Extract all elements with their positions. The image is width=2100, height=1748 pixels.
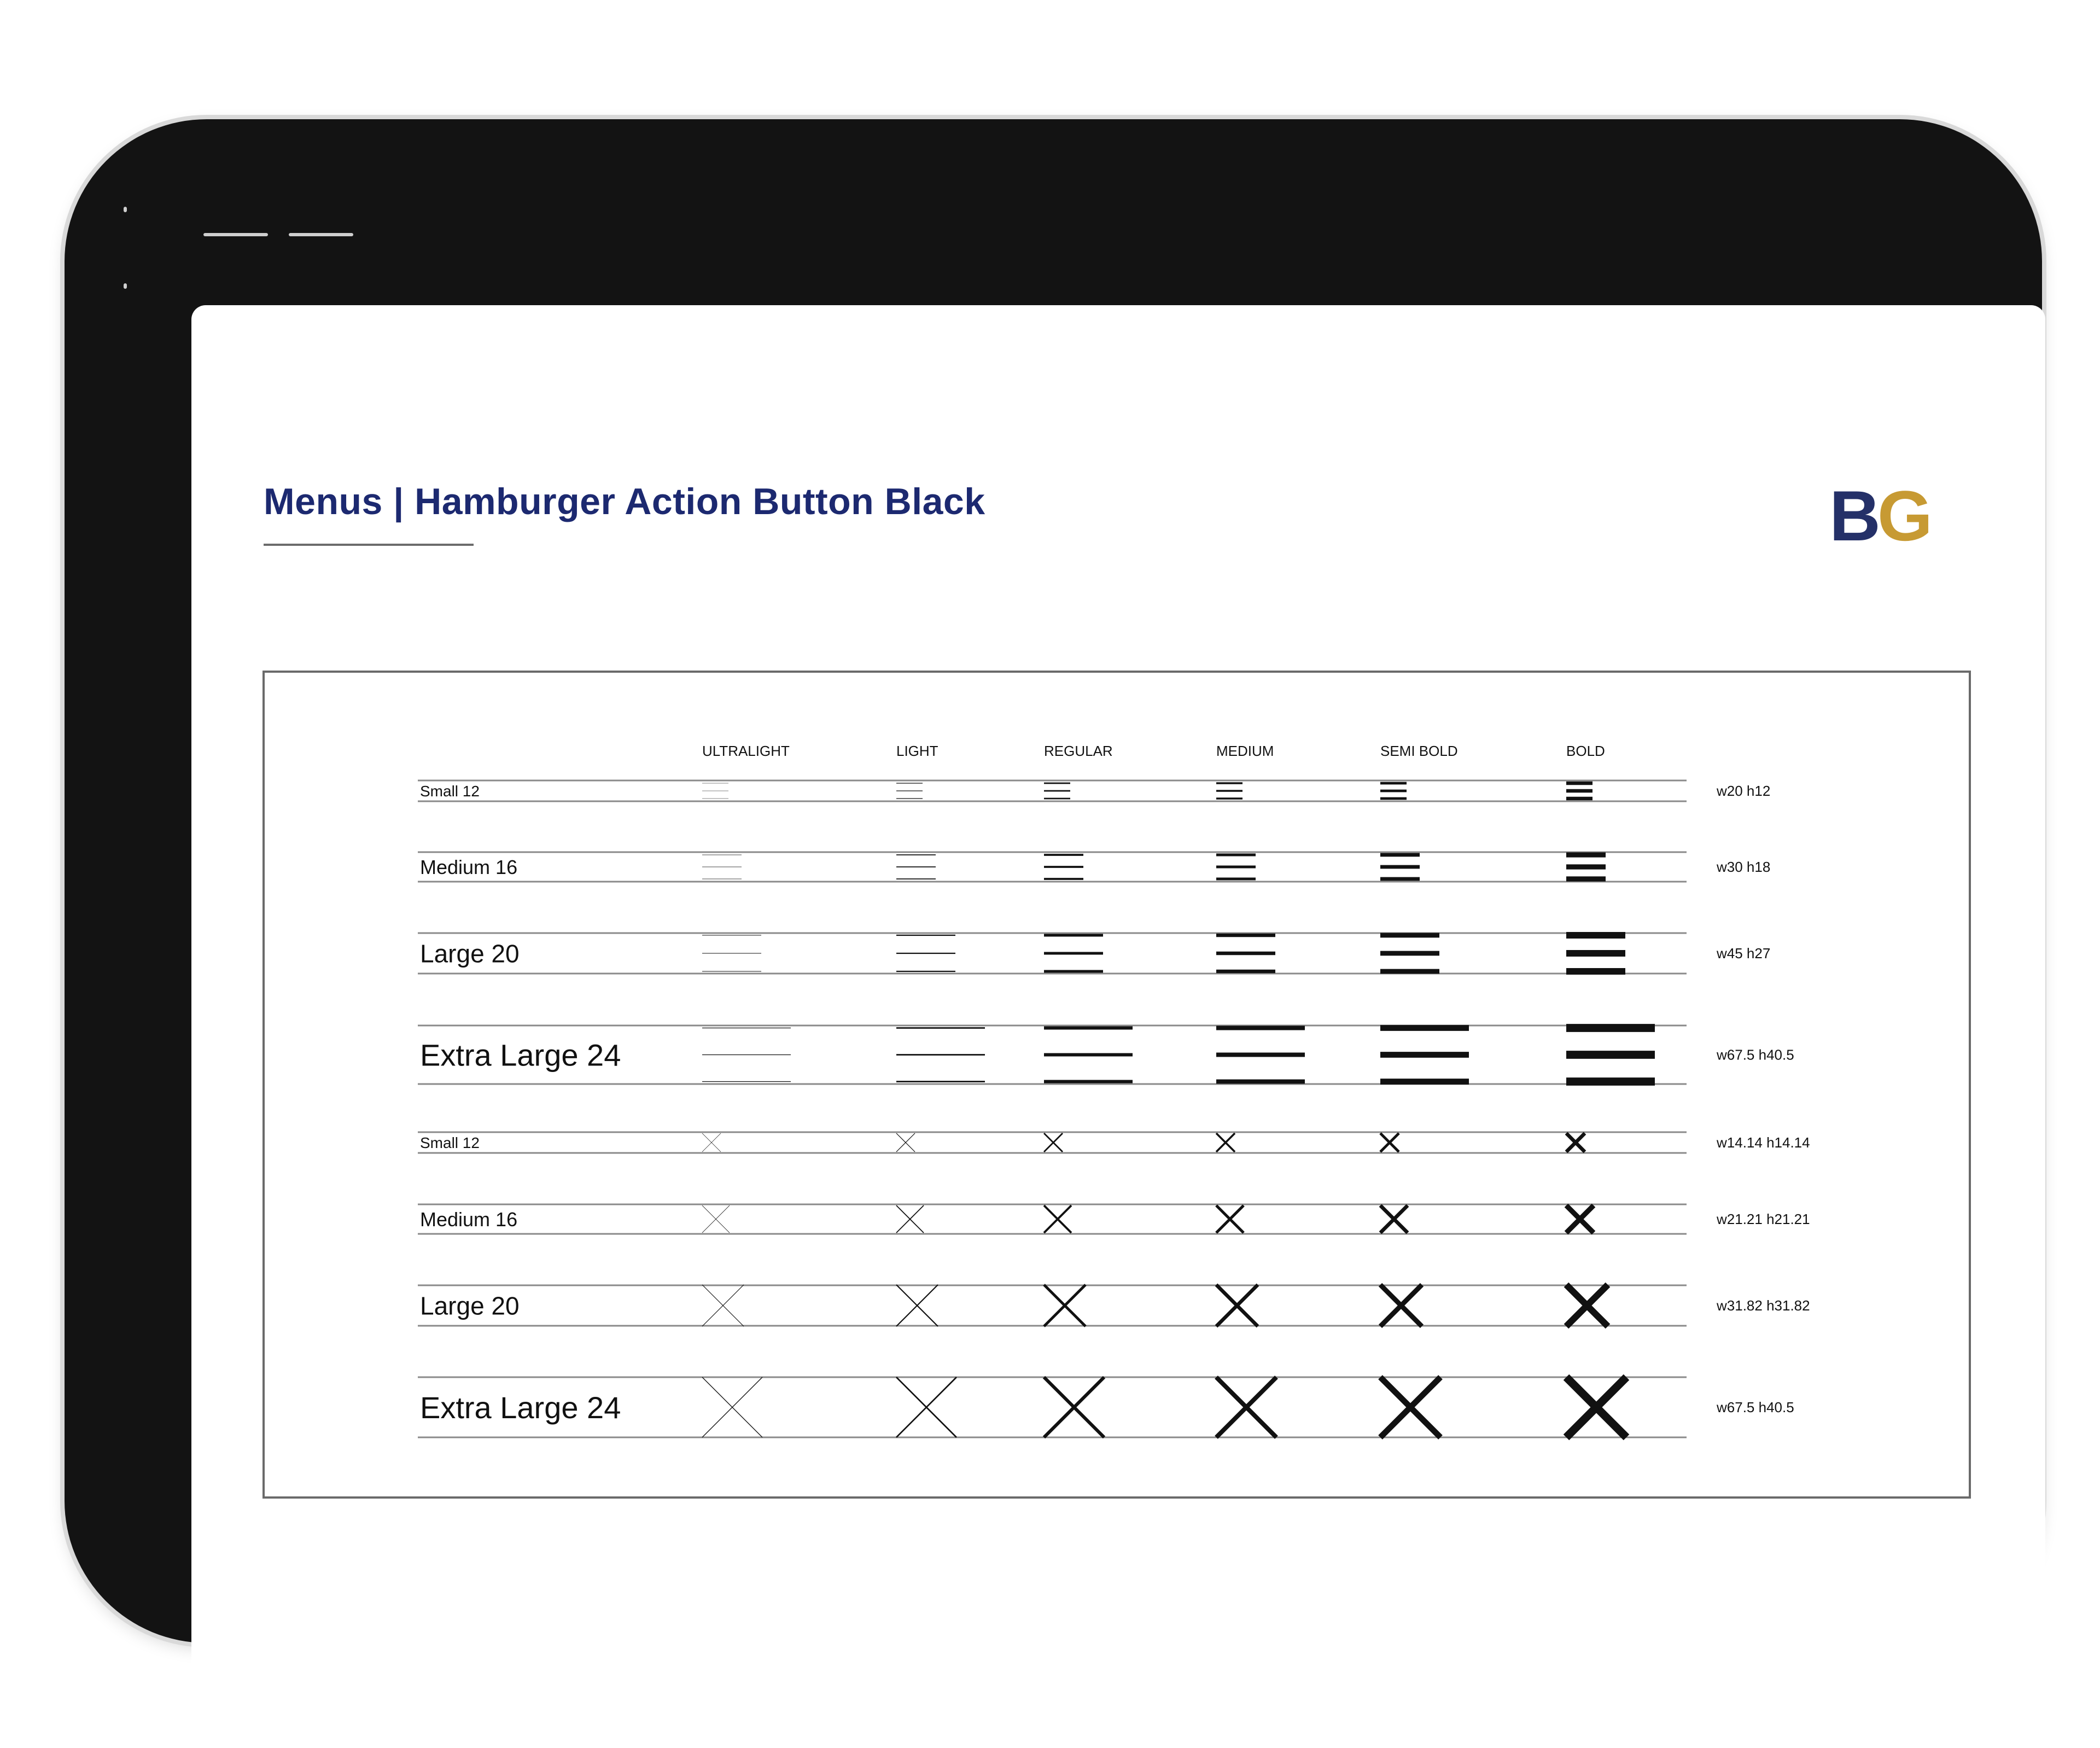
volume-button xyxy=(203,233,268,236)
dimension-label: w67.5 h40.5 xyxy=(1717,1046,1794,1063)
dimension-label: w20 h12 xyxy=(1717,783,1771,799)
weight-header-regular: REGULAR xyxy=(1044,743,1113,759)
dimension-label: w67.5 h40.5 xyxy=(1717,1399,1794,1415)
brand-logo xyxy=(1829,475,1929,557)
row-label: Large 20 xyxy=(420,1291,520,1320)
row-label: Small 12 xyxy=(420,783,480,800)
row-label: Large 20 xyxy=(420,939,520,968)
side-button xyxy=(124,283,127,289)
weight-header-ultralight: ULTRALIGHT xyxy=(702,743,790,759)
row-label: Medium 16 xyxy=(420,1208,518,1231)
row-label: Small 12 xyxy=(420,1134,480,1152)
tablet-device xyxy=(65,119,2042,1643)
row-label: Medium 16 xyxy=(420,855,518,878)
title-underline xyxy=(264,544,474,546)
tablet-screen xyxy=(191,305,2045,1689)
row-label: Extra Large 24 xyxy=(420,1038,621,1073)
dimension-label: w30 h18 xyxy=(1717,859,1771,875)
logo-letter-g: G xyxy=(1877,476,1930,556)
weight-header-medium: MEDIUM xyxy=(1216,743,1274,759)
dimension-label: w21.21 h21.21 xyxy=(1717,1211,1810,1227)
dimension-label: w31.82 h31.82 xyxy=(1717,1297,1810,1314)
page-title: Menus | Hamburger Action Button Black xyxy=(264,481,985,522)
weight-header-light: LIGHT xyxy=(896,743,938,759)
side-button xyxy=(124,207,127,212)
icon-spec-panel xyxy=(262,671,1971,1499)
weight-header-bold: BOLD xyxy=(1566,743,1605,759)
dimension-label: w14.14 h14.14 xyxy=(1717,1134,1810,1151)
dimension-label: w45 h27 xyxy=(1717,945,1771,962)
icon-spec-table xyxy=(265,673,1969,1496)
weight-header-semi-bold: SEMI BOLD xyxy=(1380,743,1458,759)
row-label: Extra Large 24 xyxy=(420,1390,621,1425)
volume-button xyxy=(289,233,353,236)
logo-letter-b: B xyxy=(1829,476,1877,556)
